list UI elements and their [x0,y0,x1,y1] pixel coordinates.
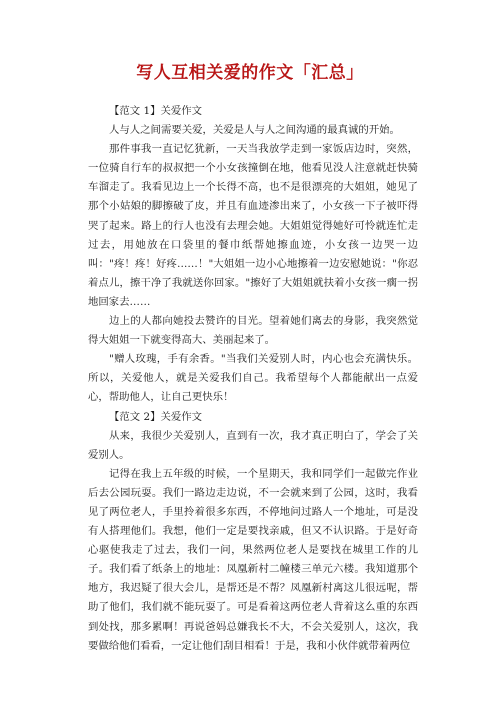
paragraph: 从来，我很少关爱别人，直到有一次，我才真正明白了，学会了关爱别人。 [88,429,418,461]
paragraph: "赠人玫瑰，手有余香。"当我们关爱别人时，内心也会充满快乐。所以，关爱他人，就是关爱我们自己。我希望每个人都能献出一点爱心，帮助他人，让自己更快乐！ [88,353,418,404]
paragraph: 人与人之间需要关爱，关爱是人与人之间沟通的最真诚的开始。 [109,124,400,137]
document-body [88,102,418,656]
paragraph: 边上的人都向她投去赞许的目光。望着她们离去的身影，我突然觉得大姐姐一下就变得高大、美丽起来了。 [88,315,418,347]
document-title: 写人互相关爱的作文「汇总」 [136,63,364,83]
section-heading-2: 【范文 2】关爱作文 [109,410,203,423]
section-heading-1: 【范文 1】关爱作文 [109,105,203,117]
paragraph: 记得在我上五年级的时候，一个星期天，我和同学们一起做完作业后去公园玩耍。我们一路边走边说，不一会就来到了公园，这时，我看见了两位老人，手里拎着很多东西，不停地问过路人一个地址，可是没有人搭理他们。我想，他们一定是要找亲戚，但又不认识路。于是好奇心驱使我走了过去，我们一问，果然两位老人是要找在城里工作的儿子。我们看了纸条上的地址：凤凰新村二幢楼三单元六楼。我知道那个地方，我迟疑了很大会儿，是帮还是不帮？凤凰新村离这儿很远呢，帮助了他们，我们就不能玩耍了。可是看着这两位老人背着这么重的东西到处找，那多累啊！再说爸妈总嫌我长不大，不会关爱别人，这次，我要做给他们看看，一定让他们刮目相看！于是，我和小伙伴就带着两位 [88,467,418,652]
paragraph: 那件事我一直记忆犹新，一天当我放学走到一家饭店边时，突然，一位骑自行车的叔叔把一个小女孩撞倒在地，他看见没人注意就赶快骑车溜走了。我看见边上一个长得不高，也不是很漂亮的大姐姐，她见了那个小姑娘的脚擦破了皮，并且有血迹渗出来了，小女孩一下子被吓得哭了起来。路上的行人也没有去理会她。大姐姐觉得她好可怜就连忙走过去，用她放在口袋里的餐巾纸帮她擦血迹，小女孩一边哭一边叫："疼！疼！好疼……！"大姐姐一边小心地擦着一边安慰她说："你忍着点儿，擦干净了我就送你回家。"擦好了大姐姐就扶着小女孩一瘸一拐地回家去…… [88,143,418,308]
